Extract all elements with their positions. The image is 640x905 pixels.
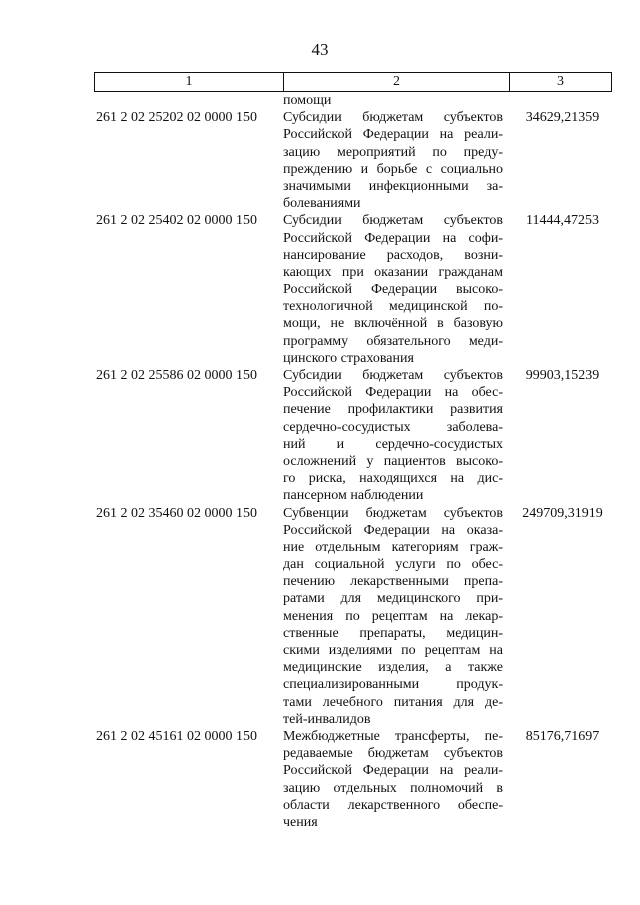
description-line: печение профилактики развития: [283, 402, 503, 418]
description-line: значимыми инфекционными за-: [283, 178, 503, 194]
row-description: [283, 728, 503, 831]
description-line: ний и сердечно-сосудистых: [283, 436, 503, 452]
description-line: чения: [283, 814, 318, 830]
description-line: ние отдельным категориям граж-: [283, 539, 503, 555]
budget-code: 261 2 02 25402 02 0000 150: [96, 213, 257, 229]
description-line: сердечно-сосудистых заболева-: [283, 419, 503, 435]
table-row: [0, 728, 640, 831]
description-line: цинского страхования: [283, 350, 414, 366]
continued-description: помощи: [283, 93, 332, 108]
table-row: [0, 212, 640, 367]
description-line: Российской Федерации на реали-: [283, 127, 503, 143]
description-line: Российской Федерации на обес-: [283, 385, 503, 401]
column-header-2: 2: [284, 73, 510, 92]
description-line: ственные препараты, медицин-: [283, 625, 503, 641]
description-line: Российской Федерации на оказа-: [283, 522, 503, 538]
table-row: [0, 109, 640, 212]
description-line: специализированными продук-: [283, 677, 503, 693]
continued-row: [0, 92, 640, 109]
column-header-1: 1: [95, 73, 284, 92]
description-line: Субсидии бюджетам субъектов: [283, 213, 503, 229]
budget-code: 261 2 02 45161 02 0000 150: [96, 728, 257, 744]
row-amount: 85176,71697: [525, 728, 600, 744]
description-line: Российской Федерации на реали-: [283, 763, 503, 779]
description-line: го риска, находящихся на дис-: [283, 471, 503, 487]
budget-code: 261 2 02 25586 02 0000 150: [96, 368, 257, 383]
description-line: ратами для медицинского при-: [283, 591, 503, 607]
description-line: дан социальной услуги по обес-: [283, 557, 503, 573]
description-line: Межбюджетные трансферты, пе-: [283, 728, 503, 744]
row-description: [283, 367, 503, 505]
budget-rows: [0, 92, 640, 831]
row-amount: 11444,47253: [526, 213, 599, 229]
rows-container: [0, 109, 640, 831]
row-amount: 249709,31919: [522, 505, 603, 521]
column-header-3: 3: [510, 73, 612, 92]
description-line: технологичной медицинской по-: [283, 299, 503, 315]
description-line: преждению и борьбе с социально: [283, 161, 503, 177]
description-line: медицинские изделия, а также: [283, 660, 503, 676]
description-line: программу обязательного меди-: [283, 333, 503, 349]
budget-code: 261 2 02 25202 02 0000 150: [96, 110, 257, 126]
description-line: Субсидии бюджетам субъектов: [283, 368, 503, 383]
description-line: зацию мероприятий по преду-: [283, 144, 503, 160]
description-line: Российской Федерации высоко-: [283, 282, 503, 298]
description-line: мощи, не включённой в базовую: [283, 316, 503, 332]
row-description: [283, 505, 503, 728]
description-line: области лекарственного обеспе-: [283, 797, 503, 813]
description-line: печению лекарственными препа-: [283, 574, 503, 590]
description-line: зацию отдельных полномочий в: [283, 780, 503, 796]
table-row: [0, 505, 640, 728]
budget-code: 261 2 02 35460 02 0000 150: [96, 505, 257, 521]
description-line: Российской Федерации на софи-: [283, 230, 503, 246]
row-amount: 99903,15239: [525, 368, 600, 383]
description-line: осложнений у пациентов высоко-: [283, 453, 503, 469]
description-line: пансерном наблюдении: [283, 488, 424, 504]
row-amount: 34629,21359: [525, 110, 600, 126]
column-header-table: [94, 72, 612, 92]
page-number: 43: [311, 40, 329, 59]
table-row: [0, 367, 640, 505]
description-line: скими изделиями по рецептам на: [283, 643, 503, 658]
description-line: кающих при оказании гражданам: [283, 264, 503, 280]
description-line: менения по рецептам на лекар-: [283, 608, 503, 624]
description-line: редаваемые бюджетам субъектов: [283, 746, 503, 762]
description-line: Субсидии бюджетам субъектов: [283, 110, 503, 126]
row-description: [283, 109, 503, 212]
description-line: болеваниями: [283, 196, 361, 212]
description-line: нансирование расходов, возни-: [283, 247, 503, 263]
description-line: Субвенции бюджетам субъектов: [283, 505, 503, 521]
description-line: тей-инвалидов: [283, 711, 371, 727]
description-line: тами лечебного питания для де-: [283, 694, 503, 710]
row-description: [283, 212, 503, 367]
